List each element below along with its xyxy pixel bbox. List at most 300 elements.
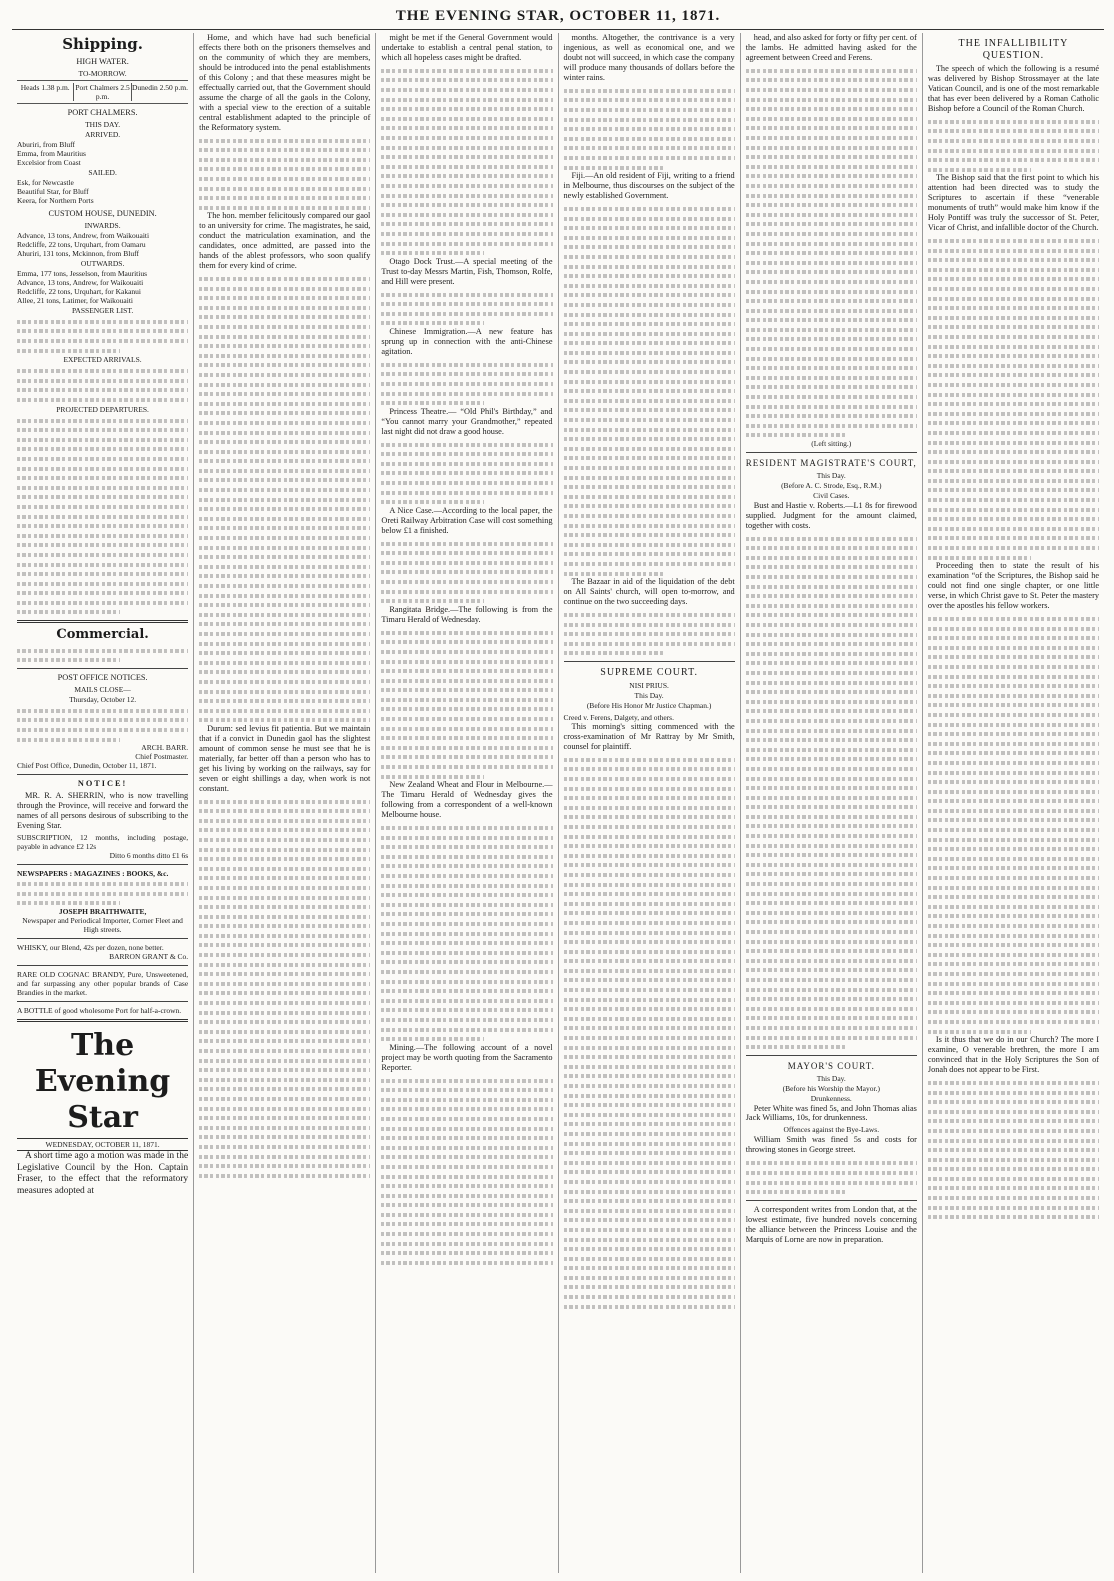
text-line xyxy=(746,103,917,113)
text-line xyxy=(564,299,735,309)
article-paragraph: Durum: sed levius fit patientia. But we maintain that if a convict in Dunedin gaol has the slightest amount of common sense he must see that he is materially, far better off than a person who has to get his living by working on the railways, say for seven or eight shillings a day, when work is not constant. xyxy=(199,723,371,793)
text-line xyxy=(928,389,1099,399)
resident-magistrate-heading: RESIDENT MAGISTRATE'S COURT, xyxy=(745,458,917,469)
text-line xyxy=(746,907,917,917)
columns xyxy=(12,33,1104,1573)
text-line xyxy=(381,889,552,899)
text-line xyxy=(199,474,370,484)
projected-label: PROJECTED DEPARTURES. xyxy=(56,404,149,414)
text-line xyxy=(928,254,1099,264)
text-line xyxy=(928,1154,1099,1164)
text-line xyxy=(199,551,370,561)
text-line xyxy=(17,539,188,549)
text-line xyxy=(381,947,552,957)
text-line xyxy=(381,646,552,656)
passenger-label: PASSENGER LIST. xyxy=(71,305,134,315)
text-line xyxy=(928,116,1099,126)
text-line xyxy=(746,65,917,75)
text-line xyxy=(199,892,370,902)
divider xyxy=(17,864,188,865)
text-line xyxy=(564,104,735,114)
text-line xyxy=(928,949,1099,959)
left-sitting: (Left sitting.) xyxy=(811,439,852,449)
text-line xyxy=(746,84,917,94)
text-line xyxy=(381,1033,552,1043)
text-line xyxy=(564,162,735,172)
this-day-label: This Day. xyxy=(634,690,664,700)
text-line xyxy=(564,1234,735,1244)
text-line xyxy=(199,1170,370,1180)
text-line xyxy=(746,429,917,439)
text-line xyxy=(17,724,188,734)
text-line xyxy=(564,443,735,453)
text-line xyxy=(381,1123,552,1133)
text-line xyxy=(564,1109,735,1119)
text-line xyxy=(199,1016,370,1026)
mining-paragraph: Mining.—The following account of a novel project may be worth quoting from the Sacramento Reporter. xyxy=(381,1042,553,1072)
text-line xyxy=(564,974,735,984)
text-line xyxy=(564,1138,735,1148)
text-line xyxy=(746,353,917,363)
text-line xyxy=(381,467,552,477)
drunkenness-paragraph: Peter White was fined 5s, and John Thomas alias Jack Williams, 10s, for drunkenness. xyxy=(745,1103,917,1123)
text-line xyxy=(199,359,370,369)
text-line xyxy=(17,335,188,345)
text-line xyxy=(928,632,1099,642)
text-line xyxy=(381,94,552,104)
text-line xyxy=(928,776,1099,786)
text-line xyxy=(381,103,552,113)
otago-dock-paragraph: Otago Dock Trust.—A special meeting of the Trust to-day Messrs Martin, Fish, Thomson, Rolfe, and Hill were present. xyxy=(381,256,553,286)
text-line xyxy=(199,987,370,997)
text-line xyxy=(564,1253,735,1263)
text-line xyxy=(17,472,188,482)
text-line xyxy=(564,270,735,280)
text-line xyxy=(381,1247,552,1257)
text-line xyxy=(928,1125,1099,1135)
text-line xyxy=(199,1026,370,1036)
text-line xyxy=(928,125,1099,135)
port-chalmers-heading: PORT CHALMERS. xyxy=(67,107,138,117)
text-line xyxy=(199,949,370,959)
divider xyxy=(746,452,917,453)
text-line xyxy=(564,481,735,491)
text-line xyxy=(928,997,1099,1007)
text-line xyxy=(381,238,552,248)
column-4 xyxy=(559,33,741,1573)
civil-cases-label: Civil Cases. xyxy=(813,490,850,500)
text-line xyxy=(199,398,370,408)
text-line xyxy=(564,500,735,510)
text-line xyxy=(199,1131,370,1141)
text-line xyxy=(564,792,735,802)
text-line xyxy=(746,677,917,687)
text-line xyxy=(746,600,917,610)
text-line xyxy=(564,261,735,271)
text-line xyxy=(199,484,370,494)
text-line xyxy=(746,830,917,840)
text-line xyxy=(381,547,552,557)
text-line xyxy=(381,218,552,228)
text-line xyxy=(928,680,1099,690)
text-line xyxy=(746,581,917,591)
text-line xyxy=(746,1177,917,1187)
text-line xyxy=(381,113,552,123)
text-line xyxy=(928,968,1099,978)
text-line xyxy=(199,628,370,638)
text-line xyxy=(746,209,917,219)
text-line xyxy=(381,761,552,771)
before-judge: (Before His Honor Mr Justice Chapman.) xyxy=(586,700,712,710)
text-line xyxy=(564,1195,735,1205)
text-line xyxy=(564,1051,735,1061)
text-line xyxy=(17,645,188,655)
divider xyxy=(17,774,188,775)
text-line xyxy=(746,170,917,180)
text-line xyxy=(17,597,188,607)
text-line xyxy=(381,388,552,398)
text-line xyxy=(564,1243,735,1253)
article-paragraph: months. Altogether, the contrivance is a very ingenious, as well as economical one, and we doubt not will succeed, in which case the company will produce many thousands of dollars before the winter rains. xyxy=(563,33,735,82)
text-line xyxy=(17,530,188,540)
tide-table xyxy=(17,80,188,104)
text-line xyxy=(746,1012,917,1022)
text-line xyxy=(17,365,188,375)
text-line xyxy=(564,1080,735,1090)
text-line xyxy=(381,751,552,761)
text-line xyxy=(564,638,735,648)
text-line xyxy=(564,1147,735,1157)
text-line xyxy=(381,132,552,142)
text-line xyxy=(381,713,552,723)
text-line xyxy=(746,936,917,946)
arrivals-list: Aburiri, from Bluff Emma, from Mauritius Excelsior from Coast xyxy=(17,139,86,167)
text-line xyxy=(746,199,917,209)
text-line xyxy=(564,539,735,549)
this-day-label: This Day. xyxy=(816,470,846,480)
text-line xyxy=(928,891,1099,901)
text-line xyxy=(381,1228,552,1238)
text-line xyxy=(928,465,1099,475)
text-line xyxy=(746,897,917,907)
text-line xyxy=(928,910,1099,920)
text-line xyxy=(746,552,917,562)
text-line xyxy=(928,853,1099,863)
article-paragraph: The speech of which the following is a resumé was delivered by Bishop Strossmayer at the late Vatican Council, and is one of the most remarkable that has ever been delivered by a Roman Catholic Bishop before a Council of the Roman Church. xyxy=(927,64,1100,113)
tide-port-chalmers: Port Chalmers 2.5 p.m. xyxy=(75,82,130,101)
text-line xyxy=(199,173,370,183)
text-line xyxy=(564,548,735,558)
nice-case-paragraph: A Nice Case.—According to the local paper, the Oreti Railway Arbitration Case will cost something below £1 a finished. xyxy=(381,505,553,535)
text-line xyxy=(928,312,1099,322)
text-line xyxy=(381,368,552,378)
text-line xyxy=(17,482,188,492)
text-line xyxy=(17,384,188,394)
text-line xyxy=(17,453,188,463)
text-line xyxy=(564,1070,735,1080)
text-line xyxy=(564,213,735,223)
text-line xyxy=(928,872,1099,882)
text-line xyxy=(381,289,552,299)
text-line xyxy=(17,578,188,588)
this-day-label: THIS DAY. xyxy=(85,119,121,129)
text-line xyxy=(564,114,735,124)
text-line xyxy=(381,359,552,369)
text-line xyxy=(928,360,1099,370)
text-line xyxy=(199,657,370,667)
text-line xyxy=(928,642,1099,652)
text-line xyxy=(746,955,917,965)
text-line xyxy=(381,1161,552,1171)
text-line xyxy=(746,984,917,994)
text-line xyxy=(928,1144,1099,1154)
text-line xyxy=(564,385,735,395)
text-line xyxy=(564,1186,735,1196)
text-line xyxy=(199,513,370,523)
text-line xyxy=(564,203,735,213)
text-line xyxy=(928,901,1099,911)
text-line xyxy=(199,714,370,724)
text-line xyxy=(928,661,1099,671)
text-line xyxy=(564,1118,735,1128)
text-line xyxy=(381,378,552,388)
text-line xyxy=(564,123,735,133)
text-line xyxy=(381,122,552,132)
text-line xyxy=(199,135,370,145)
text-line xyxy=(928,651,1099,661)
text-line xyxy=(381,1199,552,1209)
text-line xyxy=(928,235,1099,245)
text-line xyxy=(928,504,1099,514)
text-line xyxy=(746,533,917,543)
column-5 xyxy=(741,33,923,1573)
text-line xyxy=(199,1007,370,1017)
text-line xyxy=(928,369,1099,379)
text-line xyxy=(564,152,735,162)
text-line xyxy=(381,822,552,832)
text-line xyxy=(928,145,1099,155)
text-line xyxy=(928,513,1099,523)
text-line xyxy=(928,987,1099,997)
text-line xyxy=(17,549,188,559)
text-line xyxy=(199,379,370,389)
text-line xyxy=(199,1074,370,1084)
text-line xyxy=(564,1205,735,1215)
text-line xyxy=(199,939,370,949)
text-line xyxy=(746,782,917,792)
article-paragraph: Home, and which have had such beneficial effects there both on the prisoners themselves and on the community of which they are members, should be introduced into the penal establishments of this Colony ; and that these measures might be effectually carried out, that the Government should assume the charge of all the gaols in the Colony, with a special view to the erection of a suitable central establishment adapted to the principle of the Reformatory system. xyxy=(199,33,371,132)
divider xyxy=(746,1200,917,1201)
text-line xyxy=(746,1186,917,1196)
text-line xyxy=(746,391,917,401)
text-line xyxy=(928,398,1099,408)
text-line xyxy=(928,1202,1099,1212)
text-line xyxy=(746,228,917,238)
text-line xyxy=(746,94,917,104)
text-line xyxy=(199,465,370,475)
text-line xyxy=(564,94,735,104)
text-line xyxy=(199,302,370,312)
ditto-line: Ditto 6 months ditto £1 6s xyxy=(109,850,189,860)
text-line xyxy=(199,417,370,427)
text-line xyxy=(746,974,917,984)
text-line xyxy=(928,978,1099,988)
text-line xyxy=(199,959,370,969)
text-line xyxy=(928,1173,1099,1183)
text-line xyxy=(928,302,1099,312)
text-line xyxy=(199,853,370,863)
text-line xyxy=(564,1262,735,1272)
text-line xyxy=(381,84,552,94)
text-line xyxy=(564,1042,735,1052)
divider xyxy=(564,661,735,662)
text-line xyxy=(381,870,552,880)
text-line xyxy=(199,695,370,705)
text-line xyxy=(199,796,370,806)
text-line xyxy=(564,946,735,956)
text-line xyxy=(199,609,370,619)
text-line xyxy=(928,417,1099,427)
text-line xyxy=(199,321,370,331)
text-line xyxy=(564,404,735,414)
text-line xyxy=(564,1301,735,1311)
text-line xyxy=(17,888,188,898)
supreme-court-heading: SUPREME COURT. xyxy=(600,666,698,678)
text-line xyxy=(746,993,917,1003)
mayors-day: This Day. xyxy=(816,1073,846,1083)
postmaster-title: Chief Postmaster. xyxy=(135,752,189,762)
text-line xyxy=(928,795,1099,805)
masthead: THE EVENING STAR, OCTOBER 11, 1871. xyxy=(12,8,1104,30)
text-line xyxy=(564,309,735,319)
text-line xyxy=(564,510,735,520)
column-2 xyxy=(194,33,376,1573)
mayors-court-heading: MAYOR'S COURT. xyxy=(787,1060,875,1071)
text-line xyxy=(928,843,1099,853)
issue-date: WEDNESDAY, OCTOBER 11, 1871. xyxy=(17,1138,188,1151)
text-line xyxy=(381,694,552,704)
text-line xyxy=(199,532,370,542)
text-line xyxy=(928,1192,1099,1202)
text-line xyxy=(199,705,370,715)
text-line xyxy=(928,1096,1099,1106)
text-line xyxy=(381,703,552,713)
article-paragraph: Proceeding then to state the result of his examination “of the Scriptures, the Bishop said he could not find one single chapter, or one little verse, in which Christ gave to St. Peter the mastery over the apostles his fellow workers. xyxy=(927,561,1100,611)
text-line xyxy=(17,705,188,715)
text-line xyxy=(928,1077,1099,1087)
text-line xyxy=(199,192,370,202)
text-line xyxy=(199,283,370,293)
text-line xyxy=(199,911,370,921)
text-line xyxy=(746,638,917,648)
text-line xyxy=(564,1157,735,1167)
text-line xyxy=(564,1022,735,1032)
text-line xyxy=(381,1151,552,1161)
text-line xyxy=(381,65,552,75)
text-line xyxy=(746,840,917,850)
text-line xyxy=(928,446,1099,456)
article-paragraph: The hon. member felicitously compared our gaol to an university for crime. The magistrates, he said, conduct the matriculation examination, and the candidates, once admitted, are passed into the hands of the ablest professors, who soon qualify them for every kind of crime. xyxy=(199,211,371,271)
text-line xyxy=(199,311,370,321)
text-line xyxy=(928,532,1099,542)
inwards-list: Advance, 13 tons, Andrew, from Waikouaiti Redcliffe, 22 tons, Urquhart, from Oamaru Ahuriri, 131 tons, Mckinnon, from Bluff xyxy=(17,230,150,258)
text-line xyxy=(199,930,370,940)
text-line xyxy=(928,552,1099,562)
text-line xyxy=(199,427,370,437)
text-line xyxy=(746,734,917,744)
text-line xyxy=(199,901,370,911)
text-line xyxy=(199,144,370,154)
post-office-heading: POST OFFICE NOTICES. xyxy=(57,672,148,682)
text-line xyxy=(746,276,917,286)
inwards-label: INWARDS. xyxy=(84,220,121,230)
text-line xyxy=(199,805,370,815)
text-line xyxy=(381,841,552,851)
text-line xyxy=(564,936,735,946)
text-line xyxy=(564,529,735,539)
high-water-heading: HIGH WATER. xyxy=(76,57,129,66)
text-line xyxy=(928,728,1099,738)
text-line xyxy=(381,995,552,1005)
text-line xyxy=(928,293,1099,303)
text-line xyxy=(199,978,370,988)
sailings-list: Esk, for Newcastle Beautiful Star, for Bluff Keera, for Northern Ports xyxy=(17,177,94,205)
text-line xyxy=(746,324,917,334)
text-line xyxy=(381,1075,552,1085)
text-line xyxy=(381,899,552,909)
divider xyxy=(746,1055,917,1056)
text-line xyxy=(199,331,370,341)
text-line xyxy=(564,1090,735,1100)
text-line xyxy=(928,738,1099,748)
text-line xyxy=(564,1013,735,1023)
text-line xyxy=(199,824,370,834)
text-line xyxy=(381,684,552,694)
customs-heading: CUSTOM HOUSE, DUNEDIN. xyxy=(48,208,157,218)
text-line xyxy=(928,245,1099,255)
text-line xyxy=(746,705,917,715)
text-line xyxy=(564,1214,735,1224)
text-line xyxy=(564,222,735,232)
text-line xyxy=(746,715,917,725)
text-line xyxy=(199,154,370,164)
text-line xyxy=(381,74,552,84)
text-line xyxy=(564,994,735,1004)
text-line xyxy=(381,966,552,976)
text-line xyxy=(17,559,188,569)
text-line xyxy=(381,1238,552,1248)
evening-star-flag: The Evening Star xyxy=(34,1027,171,1135)
text-line xyxy=(17,443,188,453)
text-line xyxy=(381,586,552,596)
text-line xyxy=(564,609,735,619)
text-line xyxy=(199,580,370,590)
text-line xyxy=(199,1112,370,1122)
text-line xyxy=(199,183,370,193)
sailed-label: SAILED. xyxy=(88,167,117,177)
text-line xyxy=(564,251,735,261)
text-line xyxy=(928,379,1099,389)
text-line xyxy=(381,566,552,576)
text-line xyxy=(564,927,735,937)
text-line xyxy=(746,849,917,859)
text-line xyxy=(746,286,917,296)
text-line xyxy=(928,154,1099,164)
text-line xyxy=(17,878,188,888)
text-line xyxy=(381,675,552,685)
article-paragraph: head, and also asked for forty or fifty per cent. of the lambs. He admitted having asked for the agreement between Creed and Ferens. xyxy=(745,33,917,62)
bye-laws-paragraph: William Smith was fined 5s and costs for throwing stones in George street. xyxy=(745,1135,917,1155)
